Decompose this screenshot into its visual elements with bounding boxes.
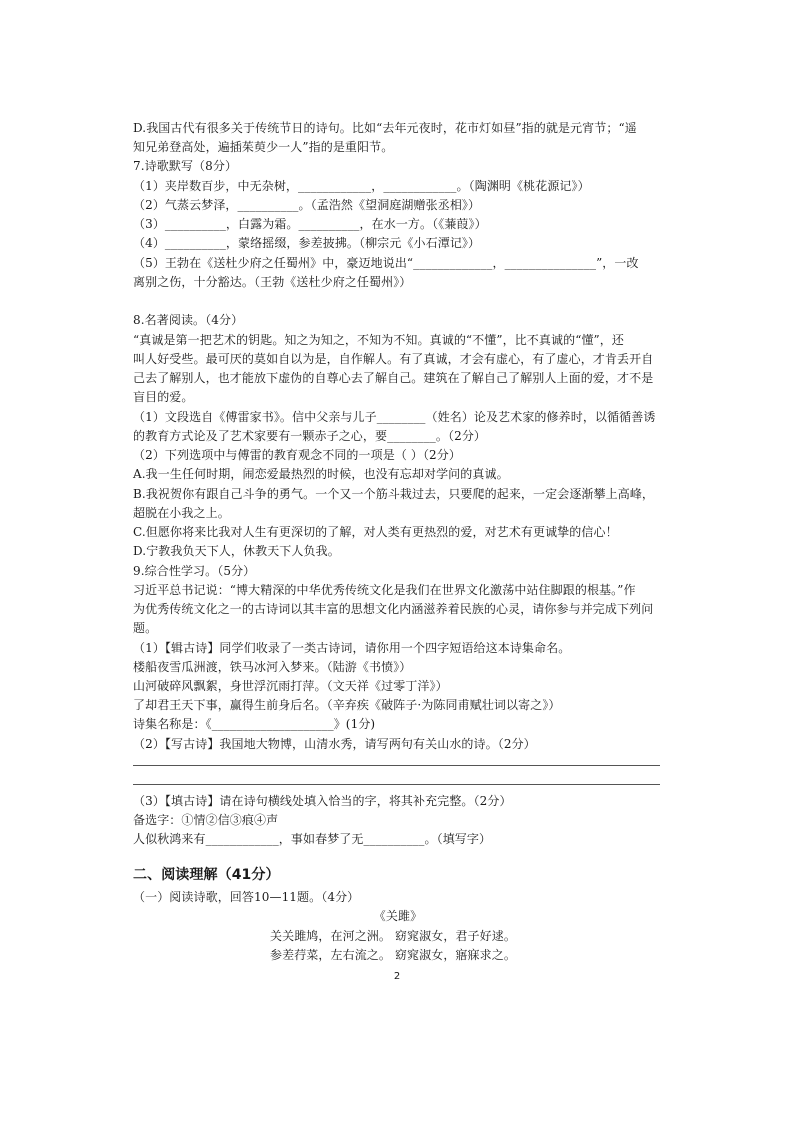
q8-heading: 8.名著阅读。（4分） <box>133 313 244 327</box>
q7-item-3: （3）__________，白露为霜。__________，在水一方。（《蒹葭》） <box>133 217 487 231</box>
q8-sub-1-cont: 的教育方式论及了艺术家要有一颗赤子之心，要________。（2分） <box>133 429 487 443</box>
q8-sub-1: （1）文段选自《傅雷家书》。信中父亲与儿子________（姓名）论及艺术家的修养时，以循循善诱 <box>133 410 656 424</box>
q9-sub-3: （3）【填古诗】请在诗句横线处填入恰当的字，将其补充完整。（2分） <box>133 794 512 808</box>
poem-line-wen-tianxiang: 山河破碎风飘絮，身世浮沉雨打萍。（文天祥《过零丁洋》） <box>133 679 448 693</box>
poem-line-xin-qiji: 了却君王天下事，赢得生前身后名。（辛弃疾《破阵子·为陈同甫赋壮词以寄之》） <box>133 698 561 712</box>
q8-passage-line-3: 己去了解别人，也才能放下虚伪的自尊心去了解自己。建筑在了解自己了解别人上面的爱，才不是 <box>133 371 654 385</box>
answer-line-1 <box>133 765 660 766</box>
option-d-festivals-cont: 知兄弟登高处，遍插茱萸少一人”指的是重阳节。 <box>133 140 394 154</box>
q9-sub-2: （2）【写古诗】我国地大物博，山清水秀，请写两句有关山水的诗。（2分） <box>133 737 536 751</box>
q8-option-d: D.宁教我负天下人，休教天下人负我。 <box>133 544 340 558</box>
poem-stanza-1: 关关雎鸠，在河之洲。 窈窕淑女，君子好逑。 <box>270 929 516 943</box>
q7-item-4: （4）__________，蒙络摇缀，参差披拂。（柳宗元《小石潭记》） <box>133 236 481 250</box>
collection-name-blank: 诗集名称是：《____________________》(1分) <box>133 717 376 731</box>
q9-sub-1: （1）【辑古诗】同学们收录了一类古诗词，请你用一个四字短语给这本诗集命名。 <box>133 641 571 655</box>
fill-in-poem-line: 人似秋鸿来有____________，事如春梦了无__________。（填写字） <box>133 832 492 846</box>
candidate-characters: 备选字：①情②信③痕④声 <box>133 813 279 827</box>
q9-intro-line-1: 习近平总书记说：“博大精深的中华优秀传统文化是我们在世界文化激荡中站住脚跟的根基。”作 <box>133 583 636 597</box>
option-d-festivals: D.我国古代有很多关于传统节日的诗句。比如“去年元夜时，花市灯如昼”指的就是元宵节；“遥 <box>133 121 637 135</box>
q8-sub-2: （2）下列选项中与傅雷的教育观念不同的一项是（ ）（2分） <box>133 448 461 462</box>
q8-option-a: A.我一生任何时期，闹恋爱最热烈的时候，也没有忘却对学问的真诚。 <box>133 467 509 481</box>
q7-item-5: （5）王勃在《送杜少府之任蜀州》中，豪迈地说出“_____________，_______________”，一改 <box>133 256 639 270</box>
page-number: 2 <box>393 971 401 982</box>
poem-line-lu-you: 楼船夜雪瓜洲渡，铁马冰河入梦来。（陆游《书愤》） <box>133 660 412 674</box>
q9-heading: 9.综合性学习。（5分） <box>133 564 256 578</box>
q9-intro-line-2: 为优秀传统文化之一的古诗词以其丰富的思想文化内涵滋养着民族的心灵，请你参与并完成下列问 <box>133 602 654 616</box>
q7-heading: 7.诗歌默写（8分） <box>133 159 238 173</box>
q8-passage-line-2: 叫人好受些。最可厌的莫如自以为是，自作解人。有了真诚，才会有虚心，有了虚心，才肯丢开自 <box>133 352 654 366</box>
q7-item-1: （1）夹岸数百步，中无杂树，____________，____________。（陶渊明《桃花源记》） <box>133 179 590 193</box>
q7-item-2: （2）气蒸云梦泽，__________。（孟浩然《望洞庭湖赠张丞相》） <box>133 198 481 212</box>
section-2-heading: 二、阅读理解（41分） <box>133 867 280 883</box>
q8-option-c: C.但愿你将来比我对人生有更深切的了解，对人类有更热烈的爱，对艺术有更诚挚的信心！ <box>133 525 618 539</box>
poem-stanza-2: 参差荇菜，左右流之。 窈窕淑女，寤寐求之。 <box>270 948 516 962</box>
q8-option-b: B.我祝贺你有跟自己斗争的勇气。一个又一个筋斗栽过去，只要爬的起来，一定会逐渐攀上高峰， <box>133 487 655 501</box>
poem-title: 《关雎》 <box>373 909 423 923</box>
q8-passage-line-1: “真诚是第一把艺术的钥匙。知之为知之，不知为不知。真诚的“不懂”，比不真诚的“懂”，还 <box>133 333 624 347</box>
q8-option-b-cont: 超脱在小我之上。 <box>133 506 230 520</box>
q7-item-5-cont: 离别之伤，十分豁达。（王勃《送杜少府之任蜀州》） <box>133 275 412 289</box>
q8-passage-line-4: 盲目的爱。 <box>133 390 194 404</box>
reading-1-instruction: （一）阅读诗歌，回答10—11题。（4分） <box>133 890 360 904</box>
answer-line-2 <box>133 784 660 785</box>
q9-intro-line-3: 题。 <box>133 621 158 635</box>
